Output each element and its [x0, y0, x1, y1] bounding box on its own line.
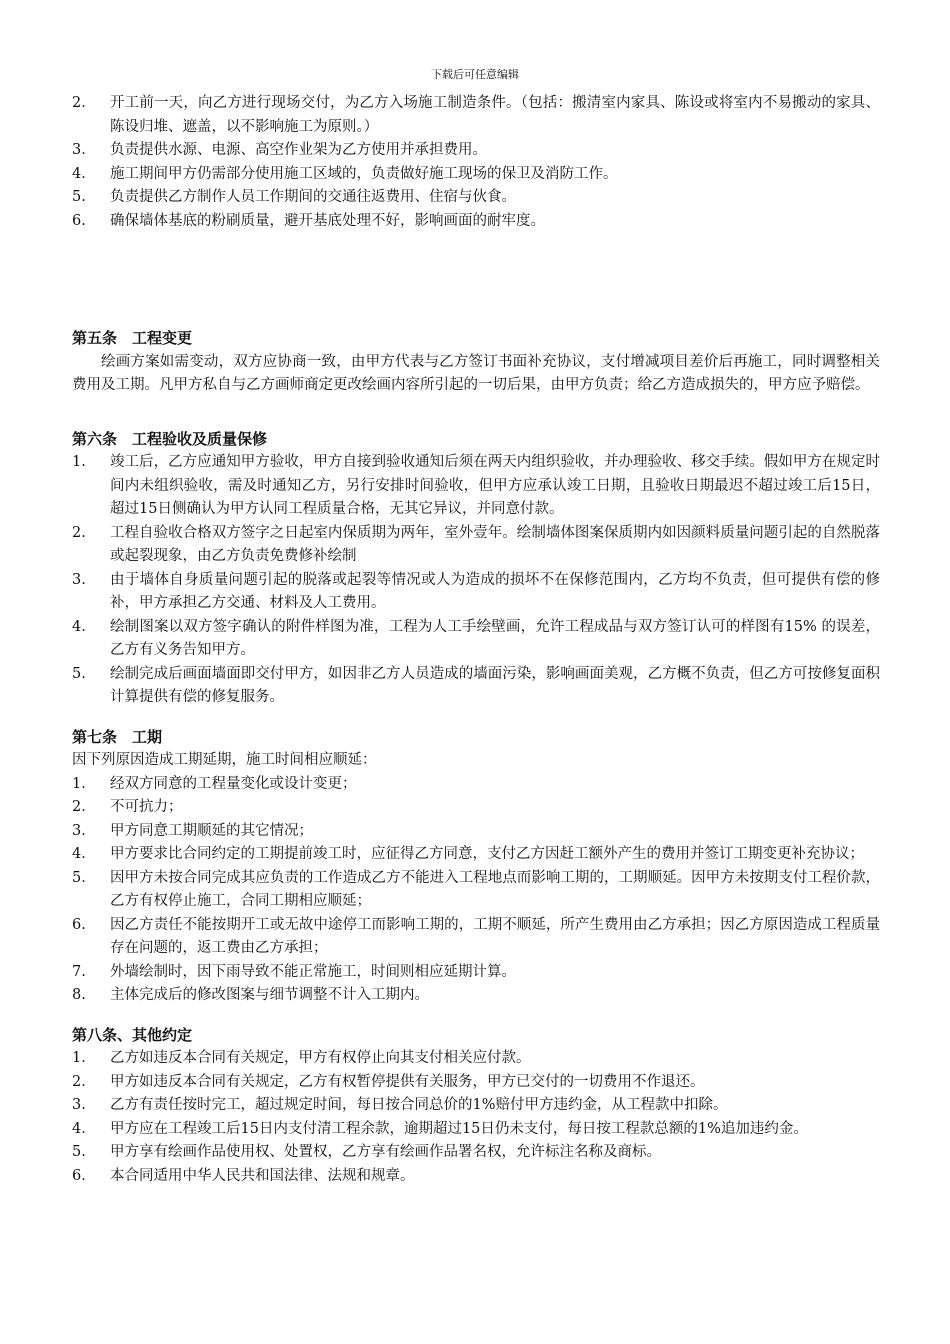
item-number: 5．	[72, 869, 96, 886]
item-text: 甲方同意工期顺延的其它情况；	[110, 822, 313, 839]
page-header: 下载后可任意编辑	[431, 68, 519, 81]
section-8	[72, 1024, 880, 1189]
item-text: 因甲方未按合同完成其应负责的工作造成乙方不能进入工程地点而影响工期的，工期顺延。因甲方未按期支付工程价款，乙方有权停止施工，合同工期相应顺延；	[110, 869, 880, 909]
item-number: 3.	[72, 1097, 86, 1113]
item-text: 竣工后，乙方应通知甲方验收，甲方自接到验收通知后须在两天内组织验收，并办理验收、移交手续。假如甲方在规定时间内未组织验收，需及时通知乙方，另行安排时间验收，但甲方应承认竣工日期，且验收日期最迟不超过竣工后15日，超过15日侧确认为甲方认同工程质量合格，无其它异议，并同意付款。	[110, 454, 880, 517]
item-text: 负责提供乙方制作人员工作期间的交通往返费用、住宿与伙食。	[110, 189, 516, 205]
list-item	[72, 1047, 880, 1071]
item-text: 施工期间甲方仍需部分使用施工区域的，负责做好施工现场的保卫及消防工作。	[110, 165, 618, 182]
item-text: 乙方如违反本合同有关规定，甲方有权停止向其支付相关应付款。	[110, 1050, 531, 1066]
item-text: 开工前一天，向乙方进行现场交付，为乙方入场施工制造条件。（包括：搬清室内家具、陈设或将室内不易搬动的家具、陈设归堆、遮盖，以不影响施工为原则。）	[110, 95, 880, 135]
item-number: 7.	[72, 963, 86, 980]
item-number: 6．	[72, 1167, 96, 1184]
item-text: 甲方如违反本合同有关规定，乙方有权暂停提供有关服务，甲方已交付的一切费用不作退还。	[110, 1073, 705, 1090]
list-item	[72, 984, 880, 1008]
list-item	[72, 139, 880, 163]
item-number: 4．	[72, 618, 96, 635]
item-text: 经双方同意的工程量变化或设计变更；	[110, 775, 357, 792]
document-body	[72, 92, 880, 1188]
section-7	[72, 726, 880, 1008]
item-text: 主体完成后的修改图案与细节调整不计入工期内。	[110, 987, 429, 1003]
item-text: 负责提供水源、电源、高空作业架为乙方使用并承担费用。	[110, 142, 487, 158]
section-4-list	[72, 92, 880, 233]
item-number: 1．	[72, 775, 96, 792]
list-item	[72, 843, 880, 867]
item-number: 3．	[72, 822, 96, 839]
item-number: 2.	[72, 524, 86, 541]
item-number: 5.	[72, 189, 86, 205]
list-item	[72, 522, 880, 569]
list-item	[72, 1165, 880, 1189]
list-item	[72, 914, 880, 961]
section-paragraph: 绘画方案如需变动，双方应协商一致，由甲方代表与乙方签订书面补充协议，支付增减项目差价后再施工，同时调整相关费用及工期。凡甲方私自与乙方画师商定更改绘画内容所引起的一切后果，由甲方负责；给乙方造成损失的，甲方应予赔偿。	[72, 353, 880, 393]
list-item	[72, 820, 880, 844]
list-item	[72, 92, 880, 139]
item-number: 3.	[72, 571, 86, 588]
section-heading: 第六条 工程验收及质量保修	[72, 429, 268, 448]
item-text: 外墙绘制时，因下雨导致不能正常施工，时间则相应延期计算。	[110, 963, 516, 980]
item-number: 8.	[72, 987, 86, 1003]
list-item	[72, 569, 880, 616]
item-text: 本合同适用中华人民共和国法律、法规和规章。	[110, 1167, 415, 1184]
item-number: 4．	[72, 846, 96, 862]
section-heading: 第八条、其他约定	[72, 1025, 193, 1044]
section-intro: 因下列原因造成工期延期，施工时间相应顺延：	[72, 752, 377, 768]
list-item	[72, 1118, 880, 1142]
item-text: 确保墙体基底的粉刷质量，避开基底处理不好，影响画面的耐牢度。	[110, 212, 545, 229]
list-item	[72, 796, 880, 820]
item-text: 甲方应在工程竣工后15日内支付清工程余款，逾期超过15日仍未支付，每日按工程款总额的1%追加违约金。	[110, 1120, 808, 1137]
item-number: 1.	[72, 454, 86, 470]
item-number: 3．	[72, 142, 96, 158]
list-item	[72, 210, 880, 234]
section-heading: 第五条 工程变更	[72, 329, 193, 347]
section-heading: 第七条 工期	[72, 727, 163, 746]
list-item	[72, 1071, 880, 1095]
item-number: 5.	[72, 665, 86, 682]
item-number: 2．	[72, 95, 96, 111]
item-text: 因乙方责任不能按期开工或无故中途停工而影响工期的，工期不顺延，所产生费用由乙方承担；因乙方原因造成工程质量存在问题的，返工费由乙方承担；	[110, 916, 880, 956]
item-text: 由于墙体自身质量问题引起的脱落或起裂等情况或人为造成的损坏不在保修范围内，乙方均不负责，但可提供有偿的修补，甲方承担乙方交通、材料及人工费用。	[110, 571, 880, 611]
list-item	[72, 773, 880, 797]
item-text: 不可抗力；	[110, 799, 183, 815]
section-6	[72, 428, 880, 710]
item-number: 6.	[72, 212, 86, 229]
list-item	[72, 163, 880, 187]
list-item	[72, 663, 880, 710]
list-item	[72, 451, 880, 522]
item-text: 甲方享有绘画作品使用权、处置权，乙方享有绘画作品署名权，允许标注名称及商标。	[110, 1144, 661, 1160]
section-5	[72, 327, 880, 398]
list-item	[72, 186, 880, 210]
list-item	[72, 1094, 880, 1118]
item-number: 1．	[72, 1050, 96, 1066]
list-item	[72, 867, 880, 914]
item-number: 4．	[72, 1120, 96, 1137]
item-text: 乙方有责任按时完工，超过规定时间，每日按合同总价的1%赔付甲方违约金，从工程款中扣除。	[110, 1097, 728, 1113]
item-number: 2．	[72, 799, 96, 815]
item-number: 4．	[72, 165, 96, 182]
list-item	[72, 961, 880, 985]
item-number: 5.	[72, 1144, 86, 1160]
list-item	[72, 616, 880, 663]
item-text: 绘制图案以双方签字确认的附件样图为准，工程为人工手绘壁画，允许工程成品与双方签订认可的样图有15% 的误差，乙方有义务告知甲方。	[110, 618, 880, 658]
item-text: 甲方要求比合同约定的工期提前竣工时，应征得乙方同意，支付乙方因赶工额外产生的费用并签订工期变更补充协议；	[110, 846, 864, 862]
item-number: 6.	[72, 916, 86, 933]
list-item	[72, 1141, 880, 1165]
item-text: 绘制完成后画面墙面即交付甲方，如因非乙方人员造成的墙面污染，影响画面美观，乙方概不负责，但乙方可按修复面积计算提供有偿的修复服务。	[110, 665, 880, 705]
item-number: 2．	[72, 1073, 96, 1090]
item-text: 工程自验收合格双方签字之日起室内保质期为两年，室外壹年。绘制墙体图案保质期内如因颜料质量问题引起的自然脱落或起裂现象，由乙方负责免费修补绘制	[110, 524, 880, 564]
